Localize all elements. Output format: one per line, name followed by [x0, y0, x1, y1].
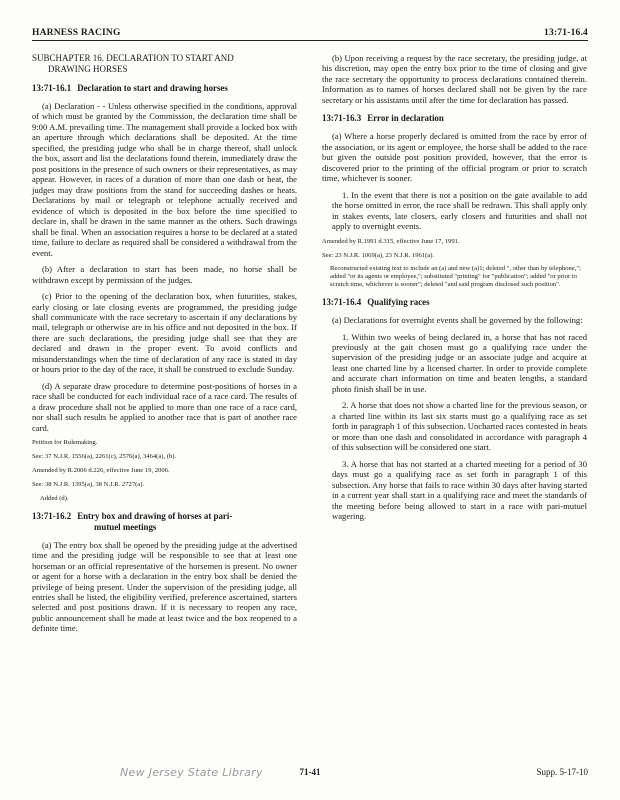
- paragraph: 3. A horse that has not started at a charted meeting for a period of 30 days must go a qualifying race as set forth in paragraph 1 of this subsection. Any horse that fails to race within 30 days after having started in a current year shall start in a qualifying race and meet the standards of the meeting before being allowed to start in a race with pari-mutuel wagering.: [332, 458, 587, 522]
- right-column: [322, 53, 587, 528]
- paragraph: (a) The entry box shall be opened by the presiding judge at the advertised time and the presiding judge will be responsible to see that at least one horseman or an official representative of the horsemen is present. No owner or agent for a horse with a declaration in the entry box shall be denied the privilege of being present. Under the supervision of the presiding judge, all entries shall be listed, the eligibility verified, preference ascertained, starters selected and post positions drawn. If it is necessary to reopen any race, public announcement shall be made at least twice and the box reopened to a definite time.: [32, 539, 297, 634]
- paragraph: 1. In the event that there is not a position on the gate available to add the horse omitted in error, the race shall be redrawn. This shall apply only in stakes events, late closers, early closers and futurities and shall not apply to overnight events.: [332, 189, 587, 232]
- paragraph: (b) Upon receiving a request by the race secretary, the presiding judge, at his discretion, may open the entry box prior to the time of closing and give the race secretary the opportunity to process declarations contained therein. Information as to names of horses declared shall not be given by the race secretary or his assistants until after the time for declaration has passed.: [322, 53, 587, 105]
- paragraph: 1. Within two weeks of being declared in, a horse that has not raced previously at the gait chosen must go a qualifying race under the supervision of the presiding judge or an associate judge and acquire at least one charted line by a licensed charter. In order to provide complete and accurate chart information on time and beaten lengths, a standard photo finish shall be in use.: [332, 331, 587, 394]
- history-notes: Amended by R.1991 d.315, effective June 17, 1991. See: 23 N.J.R. 1069(a), 23 N.J.R. 1961(a). Reconstructed existing text to include an (a) and new (a)1; deleted ", other than by telephone,"; added "or its agents or employee,"; substituted "printing" for "publication"; added "or prior to scratch time, whichever is sooner"; deleted "and said program disclosed such position".: [322, 237, 581, 289]
- paragraph: (a) Declaration - - Unless otherwise specified in the conditions, approval of which must be granted by the Commission, the declaration time shall be 9:00 A.M. prevailing time. The management shall provide a locked box with an aperture through which declarations shall be deposited. At the time specified, the presiding judge who shall be in charge thereof, shall unlock the box, assort and list the declarations found therein, immediately draw the post positions in the presence of such owners or their representatives, as may appear. However, in races of a duration of more than one dash or heat, the judges may draw positions from the stand for succeeding dashes or heats. Declarations by mail or telegraph or telephone actually received and evidence of which is deposited in the box before the time specified to declare in, shall be drawn in the same manner as the others. Such drawings shall be final. When an association requires a horse to be declared at a stated time, failure to declare as required shall be considered a withdrawal from the event.: [32, 100, 297, 258]
- section-heading-16-3: 13:71-16.3 Error in declaration: [322, 113, 444, 124]
- history-notes: Petition for Rulemaking. See: 37 N.J.R. 1556(a), 2261(c), 2576(a), 3464(a), (b). Amended by R.2006 d.226, effective June 19, 2006. See: 38 N.J.R. 1395(a), 38 N.J.R. 2727(a). Added (d).: [32, 439, 177, 502]
- library-watermark: New Jersey State Library: [120, 766, 263, 779]
- section-heading-16-4: 13:71-16.4 Qualifying races: [322, 297, 430, 308]
- left-column: [32, 53, 297, 640]
- paragraph: (a) Declarations for overnight events shall be governed by the following:: [332, 315, 583, 326]
- page-footer: [32, 764, 588, 780]
- page-number: 71-41: [299, 767, 321, 777]
- section-range: 13:71-16.4: [544, 28, 588, 38]
- supplement-date: Supp. 5-17-10: [536, 767, 588, 777]
- paragraph: (c) Prior to the opening of the declaration box, when futurities, stakes, early closing or late closing events are programmed, the presiding judge shall communicate with the race secretary to ascertain if any declarations by mail, telegraph or otherwise are in his office and not deposited in the box. If there are such declarations, the presiding judge shall see that they are declared and drawn in the proper event. To avoid conflicts and misunderstandings when the time of declaration of any race is stated in day or hours prior to the day of the race, it shall be construed to exclude Sunday.: [32, 291, 297, 375]
- paragraph: (a) Where a horse properly declared is omitted from the race by error of the association, or its agent or employee, the horse shall be added to the race but given the outside post position provided, however, that the error is discovered prior to the printing of the official program or prior to scratch time, whichever is sooner.: [322, 131, 587, 184]
- section-heading-16-1: 13:71-16.1 Declaration to start and drawing horses: [32, 82, 228, 93]
- running-head: HARNESS RACING: [32, 28, 121, 38]
- page-header: [32, 22, 588, 38]
- paragraph: 2. A horse that does not show a charted line for the previous season, or a charted line within its last six starts must go a qualifying race as set forth in paragraph 1 of this subsection. Uncharted races contested in heats or more than one dash and consolidated in accordance with paragraph 4 of this subsection will be considered one start.: [332, 400, 587, 453]
- paragraph: (b) After a declaration to start has been made, no horse shall be withdrawn except by permission of the judges.: [32, 264, 297, 285]
- section-heading-16-2: 13:71-16.2 Entry box and drawing of horses at pari- mutuel meetings: [32, 510, 233, 532]
- subchapter-heading: SUBCHAPTER 16. DECLARATION TO START AND DRAWING HORSES: [32, 53, 234, 74]
- paragraph: (d) A separate draw procedure to determine post-positions of horses in a race shall be conducted for each individual race of a race card. The results of a draw procedure shall not be applied to more than one race of a race card, nor shall such results be applied to another race that is part of another race card.: [32, 380, 297, 433]
- header-rule: [32, 40, 588, 41]
